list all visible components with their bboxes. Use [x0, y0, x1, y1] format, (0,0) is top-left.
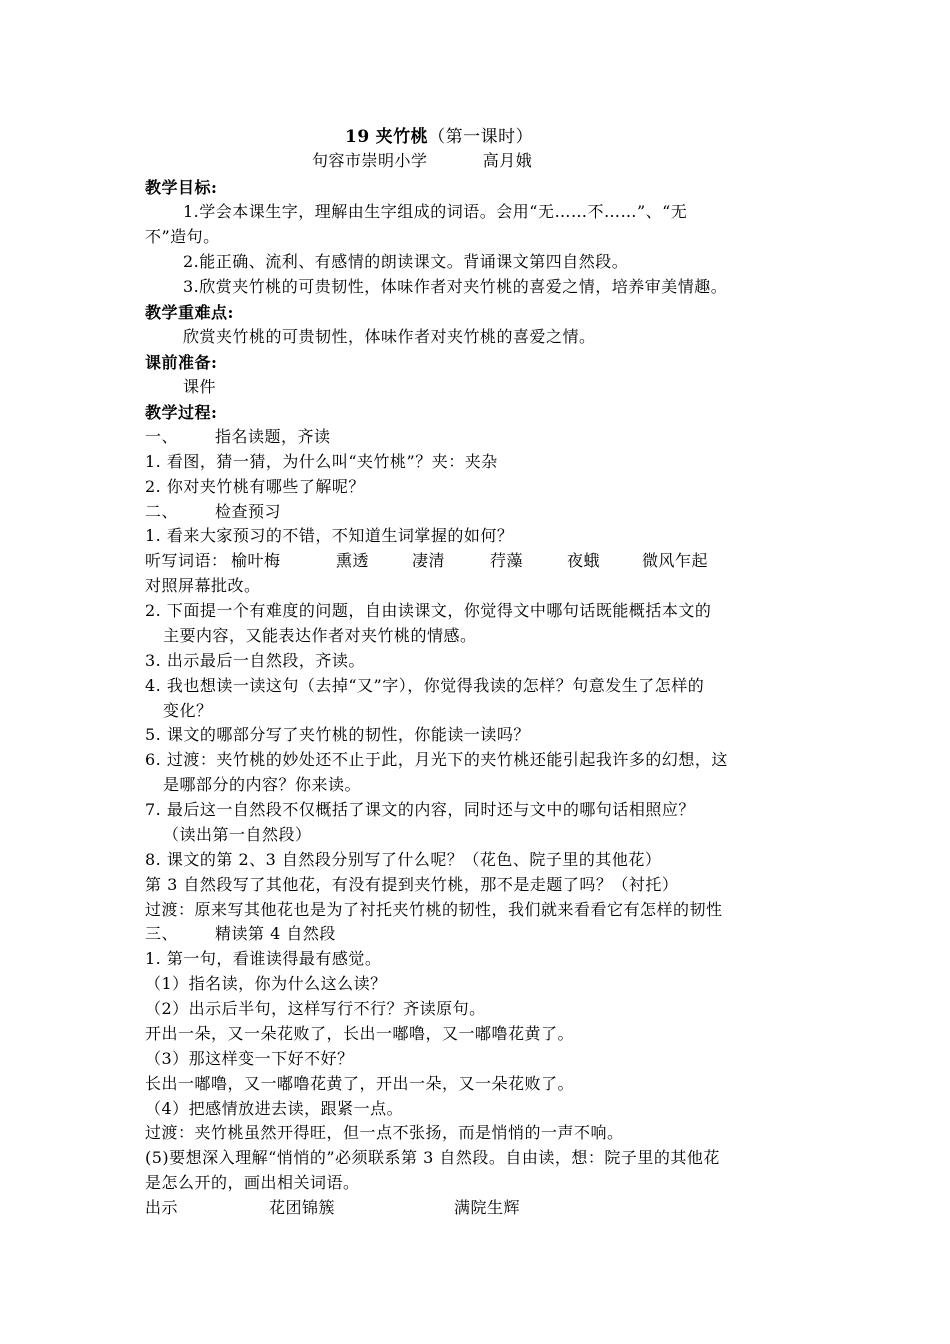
- section-2-number: 二、: [145, 502, 179, 521]
- section-3-question-4: （4）把感情放进去读，跟紧一点。: [145, 1099, 404, 1118]
- lesson-name: 夹竹桃: [375, 127, 429, 147]
- section-1-title: 指名读题，齐读: [215, 427, 331, 446]
- process-heading: 教学过程:: [145, 403, 218, 422]
- section-1-heading: [145, 426, 331, 448]
- lesson-title: [345, 126, 533, 148]
- section-1-number: 一、: [145, 427, 179, 446]
- dictation-label: 听写词语：: [145, 551, 228, 570]
- preparation-text: 课件: [183, 377, 217, 396]
- section-3-question-1: （1）指名读，你为什么这么读？: [145, 974, 387, 993]
- section-2-item-3: 3. 出示最后一自然段，齐读。: [145, 651, 365, 670]
- section-3-question-2: （2）出示后半句，这样写行不行？齐读原句。: [145, 999, 486, 1018]
- section-2-item-1: 1. 看来大家预习的不错，不知道生词掌握的如何？: [145, 526, 514, 545]
- section-3-item-1: 1. 第一句，看谁读得最有感觉。: [145, 949, 382, 968]
- section-3-quote-1: 开出一朵，又一朵花败了，长出一嘟噜，又一嘟噜花黄了。: [145, 1024, 575, 1043]
- section-3-transition: 过渡：夹竹桃虽然开得旺，但一点不张扬，而是悄悄的一声不响。: [145, 1123, 624, 1142]
- objective-1-line-1: 1.学会本课生字，理解由生字组成的词语。会用“无……不……”、“无: [183, 202, 688, 221]
- section-1-item-2: 2. 你对夹竹桃有哪些了解呢？: [145, 477, 365, 496]
- dictation-line: [145, 550, 745, 572]
- section-2-item-5: 5. 课文的哪部分写了夹竹桃的韧性，你能读一读吗？: [145, 725, 530, 744]
- dictation-word: 熏透: [336, 551, 370, 570]
- section-3-title: 精读第 4 自然段: [215, 924, 336, 943]
- section-3-heading: [145, 923, 336, 945]
- dictation-word: 榆叶梅: [231, 551, 281, 570]
- objective-2: 2.能正确、流利、有感情的朗读课文。背诵课文第四自然段。: [183, 252, 629, 271]
- byline: [312, 150, 532, 172]
- section-1-item-1: 1. 看图，猜一猜，为什么叫“夹竹桃”？夹：夹杂: [145, 452, 498, 471]
- section-2-transition: 过渡：原来写其他花也是为了衬托夹竹桃的韧性，我们就来看看它有怎样的韧性: [145, 900, 723, 919]
- school-name: 句容市崇明小学: [312, 151, 428, 170]
- key-points-text: 欣赏夹竹桃的可贵韧性，体味作者对夹竹桃的喜爱之情。: [183, 327, 596, 346]
- dictation-word: 凄清: [412, 551, 446, 570]
- show-word: 满院生辉: [454, 1198, 521, 1217]
- section-2-item-4-line-1: 4. 我也想读一读这句（去掉“又”字），你觉得我读的怎样？句意发生了怎样的: [145, 676, 705, 695]
- objectives-heading: 教学目标:: [145, 178, 218, 197]
- section-2-item-6-line-1: 6. 过渡：夹竹桃的妙处还不止于此，月光下的夹竹桃还能引起我许多的幻想，这: [145, 750, 728, 769]
- objective-3: 3.欣赏夹竹桃的可贵韧性，体味作者对夹竹桃的喜爱之情，培养审美情趣。: [183, 277, 728, 296]
- section-2-paragraph: 第 3 自然段写了其他花，有没有提到夹竹桃，那不是走题了吗？（衬托）: [145, 875, 679, 894]
- section-2-item-2-line-2: 主要内容，又能表达作者对夹竹桃的情感。: [163, 626, 477, 645]
- show-word: 花团锦簇: [269, 1198, 336, 1217]
- section-3-quote-2: 长出一嘟噜，又一嘟噜花黄了，开出一朵，又一朵花败了。: [145, 1074, 575, 1093]
- section-3-question-3: （3）那这样变一下好不好？: [145, 1049, 354, 1068]
- author-name: 高月娥: [482, 151, 533, 170]
- dictation-word: 夜蛾: [567, 551, 601, 570]
- show-label: 出示: [145, 1198, 179, 1217]
- section-2-item-6-line-2: 是哪部分的内容？你来读。: [163, 775, 362, 794]
- lesson-number: 19: [345, 127, 370, 147]
- dictation-word: 荇藻: [490, 551, 524, 570]
- section-2-heading: [145, 501, 282, 523]
- objective-1-line-2: 不”造句。: [145, 227, 220, 246]
- section-3-number: 三、: [145, 924, 179, 943]
- section-2-item-8: 8. 课文的第 2、3 自然段分别写了什么呢？（花色、院子里的其他花）: [145, 850, 662, 869]
- section-3-question-5-line-1: (5)要想深入理解“悄悄的”必须联系第 3 自然段。自由读，想：院子里的其他花: [145, 1148, 720, 1167]
- section-3-question-5-line-2: 是怎么开的，画出相关词语。: [145, 1173, 360, 1192]
- lesson-period: （第一课时）: [428, 127, 534, 147]
- dictation-word: 微风乍起: [642, 551, 709, 570]
- section-2-item-7-line-2: （读出第一自然段）: [163, 825, 312, 844]
- section-2-item-4-line-2: 变化？: [163, 701, 213, 720]
- section-2-title: 检查预习: [215, 502, 282, 521]
- dictation-check: 对照屏幕批改。: [145, 576, 261, 595]
- section-2-item-7-line-1: 7. 最后这一自然段不仅概括了课文的内容，同时还与文中的哪句话相照应？: [145, 800, 695, 819]
- section-2-item-2-line-1: 2. 下面提一个有难度的问题，自由读课文，你觉得文中哪句话既能概括本文的: [145, 601, 712, 620]
- show-line: [145, 1197, 645, 1219]
- preparation-heading: 课前准备:: [145, 353, 218, 372]
- key-points-heading: 教学重难点:: [145, 303, 234, 322]
